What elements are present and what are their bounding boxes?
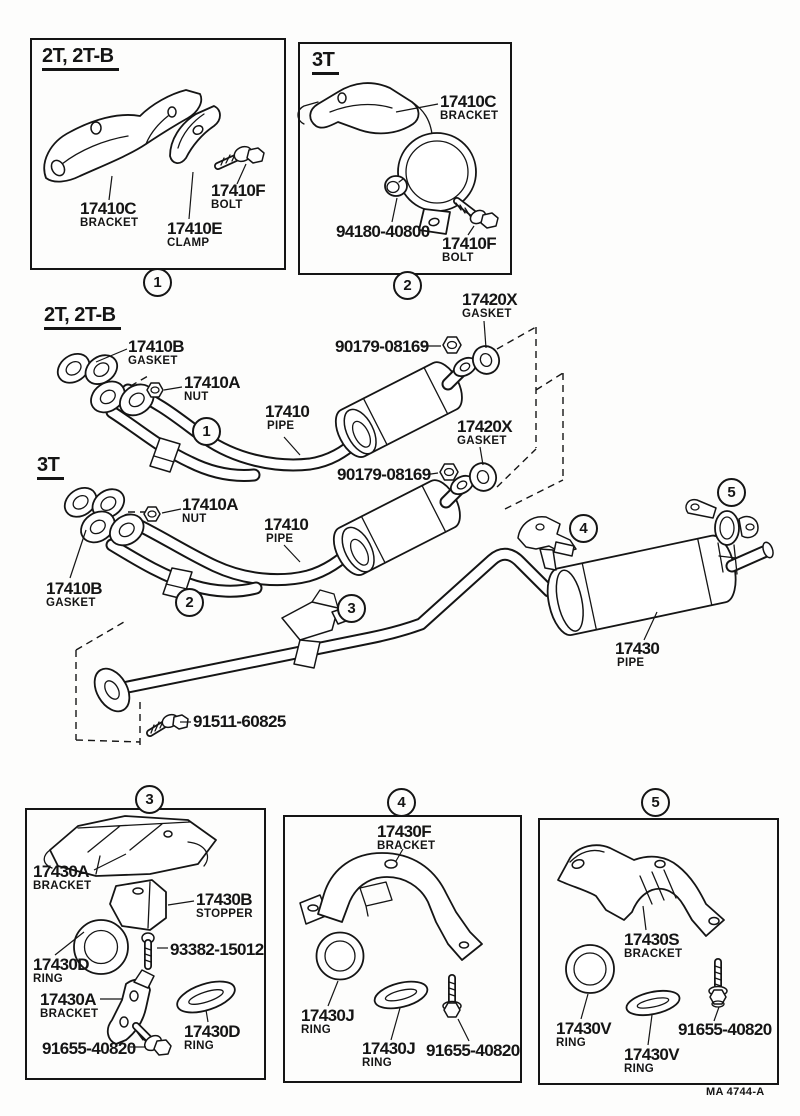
label-17430-pipe: 17430 PIPE <box>615 639 660 669</box>
label-17430d-ring-right: 17430D RING <box>184 1022 240 1052</box>
label-94180-40800: 94180-40800 <box>336 222 430 241</box>
label-17410b-gasket-bottom: 17410B GASKET <box>46 579 102 609</box>
label-17430a-bracket-low: 17430A BRACKET <box>40 990 99 1020</box>
callout-3-main: 3 <box>337 594 366 623</box>
main-heading-3t: 3T <box>37 455 64 480</box>
label-90179-08169-bottom: 90179-08169 <box>337 465 431 484</box>
label-91655-40820-box4: 91655-40820 <box>426 1041 520 1060</box>
label-17430s-bracket: 17430S BRACKET <box>624 930 683 960</box>
label-17430j-ring-mid: 17430J RING <box>362 1039 416 1069</box>
callout-3-box: 3 <box>135 785 164 814</box>
label-17410-pipe-top: 17410 PIPE <box>265 402 310 432</box>
label-17430a-bracket-top: 17430A BRACKET <box>33 862 92 892</box>
label-91655-40820-box3: 91655-40820 <box>42 1039 136 1058</box>
callout-4-main: 4 <box>569 514 598 543</box>
label-91511-60825: 91511-60825 <box>193 712 286 731</box>
label-17430d-ring-left: 17430D RING <box>33 955 89 985</box>
callout-4-box: 4 <box>387 788 416 817</box>
label-17410f-bolt-1: 17410F BOLT <box>211 181 266 211</box>
box1-engine-heading: 2T, 2T-B <box>42 46 119 71</box>
callout-2-main: 2 <box>175 588 204 617</box>
callout-1-box: 1 <box>143 268 172 297</box>
callout-1-main: 1 <box>192 417 221 446</box>
label-17410e-clamp: 17410E CLAMP <box>167 219 223 249</box>
box2-engine-heading: 3T <box>312 50 339 75</box>
label-17410a-nut-top: 17410A NUT <box>184 373 240 403</box>
box1-art <box>30 38 282 266</box>
main-heading-2t: 2T, 2T-B <box>44 305 121 330</box>
label-17410c-bracket-3t: 17410C BRACKET <box>440 92 499 122</box>
label-93382-15012: 93382-15012 <box>170 940 264 959</box>
callout-2-box: 2 <box>393 271 422 300</box>
label-17410c-bracket: 17410C BRACKET <box>80 199 139 229</box>
callout-5-box: 5 <box>641 788 670 817</box>
label-17430v-ring-left: 17430V RING <box>556 1019 612 1049</box>
label-17410-pipe-bottom: 17410 PIPE <box>264 515 309 545</box>
label-91655-40820-box5: 91655-40820 <box>678 1020 772 1039</box>
label-17430f-bracket: 17430F BRACKET <box>377 822 436 852</box>
callout-5-main: 5 <box>717 478 746 507</box>
label-17420x-gasket-bottom: 17420X GASKET <box>457 417 513 447</box>
label-17430b-stopper: 17430B STOPPER <box>196 890 253 920</box>
label-90179-08169-top: 90179-08169 <box>335 337 429 356</box>
label-17410a-nut-bottom: 17410A NUT <box>182 495 238 525</box>
drawing-code: MA 4744-A <box>706 1086 765 1098</box>
label-17410b-gasket-top: 17410B GASKET <box>128 337 184 367</box>
label-17430v-ring-mid: 17430V RING <box>624 1045 680 1075</box>
label-17420x-gasket-top: 17420X GASKET <box>462 290 518 320</box>
main-diagram-art <box>0 286 800 764</box>
label-17410f-bolt-2: 17410F BOLT <box>442 234 497 264</box>
label-17430j-ring-left: 17430J RING <box>301 1006 355 1036</box>
